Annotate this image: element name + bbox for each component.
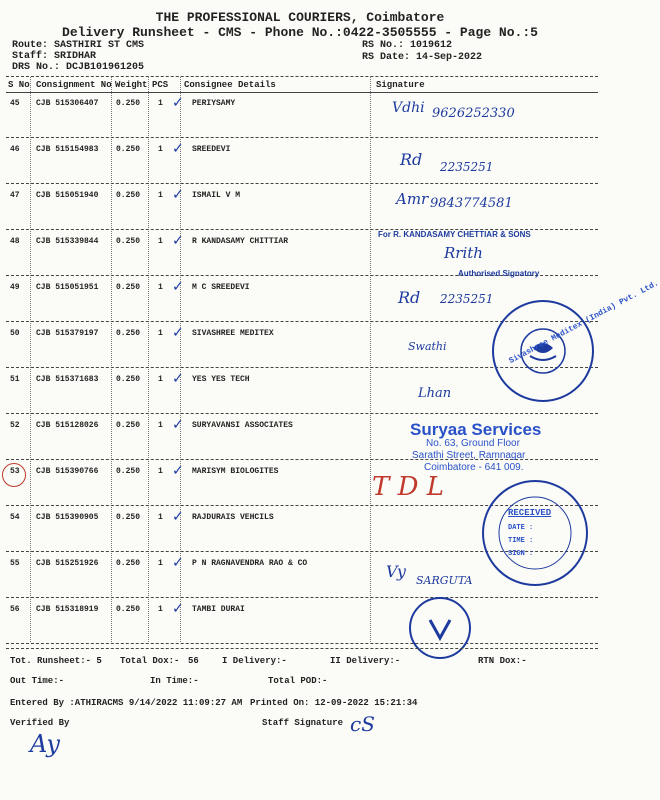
col-consignment: Consignment No: [36, 80, 112, 90]
name-55: SARGUTA: [416, 574, 473, 587]
row-consignee: PERIYSAMY: [192, 99, 236, 108]
check-icon: ✓: [172, 417, 184, 433]
phone-45: 9626252330: [432, 106, 515, 121]
row-weight: 0.250: [116, 283, 141, 292]
staff-signature-mark: cS: [350, 712, 375, 736]
check-icon: ✓: [172, 371, 184, 387]
col-weight: Weight: [115, 80, 148, 90]
received-label: RECEIVED: [508, 508, 552, 518]
check-icon: ✓: [172, 509, 184, 525]
row-divider: [6, 643, 598, 644]
row-consignee: M C SREEDEVI: [192, 283, 250, 292]
signature-48: Rrith: [444, 244, 483, 262]
staff-signature: Staff Signature: [262, 718, 344, 728]
row-consignment: CJB 515390766: [36, 467, 99, 476]
signature-53: T D L: [372, 472, 444, 502]
check-icon: ✓: [172, 325, 184, 341]
row-divider: [6, 183, 598, 184]
check-icon: ✓: [172, 233, 184, 249]
row-weight: 0.250: [116, 513, 141, 522]
total-pod: Total POD:-: [268, 676, 328, 686]
row-consignee: ISMAIL V M: [192, 191, 241, 200]
row-consignment: CJB 515379197: [36, 329, 99, 338]
row-consignment: CJB 515251926: [36, 559, 99, 568]
runsheet-title: Delivery Runsheet - CMS - Phone No.:0422-3505555 - Page No.:5: [62, 25, 538, 40]
columns-rule: [6, 92, 598, 93]
row-consignment: CJB 515128026: [36, 421, 99, 430]
row-consignee: SURYAVANSI ASSOCIATES: [192, 421, 293, 430]
row-pcs: 1: [158, 421, 163, 430]
col-consignee: Consignee Details: [184, 80, 276, 90]
footer-rule: [6, 648, 598, 649]
row-consignment: CJB 515390905: [36, 513, 99, 522]
stamp-52-line3: Coimbatore - 641 009.: [424, 462, 524, 473]
stamp-48: For R. KANDASAMY CHETTIAR & SONS: [378, 230, 531, 239]
row-sno: 49: [10, 283, 20, 292]
row-consignment: CJB 515051951: [36, 283, 99, 292]
row-consignment: CJB 515318919: [36, 605, 99, 614]
row-sno: 46: [10, 145, 20, 154]
stamp-52-name: Suryaa Services: [410, 420, 542, 439]
row-consignment: CJB 515306407: [36, 99, 99, 108]
row-divider: [6, 597, 598, 598]
row-consignment: CJB 515339844: [36, 237, 99, 246]
row-pcs: 1: [158, 191, 163, 200]
stamp-52-line1: No. 63, Ground Floor: [426, 438, 520, 449]
row-sno: 45: [10, 99, 20, 108]
row-sno: 52: [10, 421, 20, 430]
received-date: DATE :: [508, 524, 534, 532]
i-delivery: I Delivery:-: [222, 656, 287, 666]
received-sign: SIGN :: [508, 550, 534, 558]
row-consignee: YES YES TECH: [192, 375, 250, 384]
check-icon: ✓: [172, 555, 184, 571]
check-icon: ✓: [172, 601, 184, 617]
stamp-52-line2: Sarathi Street, Ramnagar: [412, 450, 526, 461]
row-consignment: CJB 515051940: [36, 191, 99, 200]
row-consignee: SIVASHREE MEDITEX: [192, 329, 274, 338]
row-sno: 53: [10, 467, 20, 476]
verified-by: Verified By: [10, 718, 70, 728]
row-consignee: MARISYM BIOLOGITES: [192, 467, 279, 476]
row-weight: 0.250: [116, 375, 141, 384]
signature-46: Rd: [400, 150, 423, 169]
row-pcs: 1: [158, 375, 163, 384]
row-sno: 56: [10, 605, 20, 614]
row-weight: 0.250: [116, 605, 141, 614]
col-signature: Signature: [376, 80, 425, 90]
row-pcs: 1: [158, 559, 163, 568]
row-pcs: 1: [158, 99, 163, 108]
row-sno: 48: [10, 237, 20, 246]
row-consignee: RAJDURAIS VEHCILS: [192, 513, 274, 522]
row-pcs: 1: [158, 145, 163, 154]
row-pcs: 1: [158, 513, 163, 522]
rs-date: RS Date: 14-Sep-2022: [362, 52, 483, 63]
rs-number: RS No.: 1019612: [362, 40, 453, 51]
col-sno: S No: [8, 80, 30, 90]
row-consignee: TAMBI DURAI: [192, 605, 245, 614]
row-pcs: 1: [158, 329, 163, 338]
received-seal-icon: [480, 478, 590, 588]
signature-51: Lhan: [418, 386, 452, 401]
row-consignment: CJB 515371683: [36, 375, 99, 384]
row-pcs: 1: [158, 283, 163, 292]
row-pcs: 1: [158, 237, 163, 246]
row-weight: 0.250: [116, 467, 141, 476]
row-pcs: 1: [158, 467, 163, 476]
row-weight: 0.250: [116, 329, 141, 338]
row-divider: [6, 137, 598, 138]
row-weight: 0.250: [116, 559, 141, 568]
row-weight: 0.250: [116, 191, 141, 200]
verified-signature: Ay: [30, 730, 60, 758]
check-icon: ✓: [172, 463, 184, 479]
rtn-dox: RTN Dox:-: [478, 656, 527, 666]
row-weight: 0.250: [116, 99, 141, 108]
route: Route: SASTHIRI ST CMS: [12, 40, 145, 51]
phone-47: 9843774581: [430, 196, 513, 211]
stamp-48-sub: Authorised Signatory: [458, 269, 540, 278]
check-icon: ✓: [172, 187, 184, 203]
highlight-circle-icon: [2, 463, 26, 487]
row-consignee: SREEDEVI: [192, 145, 231, 154]
entered-by: Entered By :ATHIRACMS 9/14/2022 11:09:27 AM: [10, 698, 243, 708]
signature-47: Amr: [396, 190, 429, 208]
check-icon: ✓: [172, 279, 184, 295]
phone-49: 2235251: [440, 292, 494, 306]
in-time: In Time:-: [150, 676, 199, 686]
row-weight: 0.250: [116, 145, 141, 154]
total-dox-label: Total Dox:-: [120, 656, 180, 666]
row-sno: 51: [10, 375, 20, 384]
row-divider: [6, 413, 598, 414]
company-title: THE PROFESSIONAL COURIERS, Coimbatore: [155, 10, 445, 25]
received-time: TIME :: [508, 537, 534, 545]
company-seal-icon: [490, 298, 596, 404]
signature-50: Swathi: [408, 340, 447, 353]
signature-55: Vy: [386, 562, 406, 581]
signature-49: Rd: [398, 288, 421, 307]
drs-number: DRS No.: DCJB101961205: [12, 62, 145, 73]
check-icon: ✓: [172, 95, 184, 111]
printed-on: Printed On: 12-09-2022 15:21:34: [250, 698, 418, 708]
row-sno: 55: [10, 559, 20, 568]
seal-text: Sivashree Meditex (India) Pvt. Ltd.: [507, 279, 660, 366]
table-row: [6, 141, 598, 185]
row-consignment: CJB 515154983: [36, 145, 99, 154]
bank-seal-icon: [408, 596, 472, 660]
check-icon: ✓: [172, 141, 184, 157]
col-pcs: PCS: [152, 80, 169, 90]
total-dox-value: 56: [188, 656, 199, 666]
signature-45: Vdhi: [392, 100, 425, 116]
row-sno: 54: [10, 513, 20, 522]
row-weight: 0.250: [116, 237, 141, 246]
header-rule: [6, 76, 598, 77]
table-row: [6, 601, 598, 645]
row-sno: 47: [10, 191, 20, 200]
row-sno: 50: [10, 329, 20, 338]
phone-46: 2235251: [440, 160, 494, 174]
row-consignee: P N RAGNAVENDRA RAO & CO: [192, 559, 308, 568]
row-consignee: R KANDASAMY CHITTIAR: [192, 237, 289, 246]
row-pcs: 1: [158, 605, 163, 614]
row-weight: 0.250: [116, 421, 141, 430]
out-time: Out Time:-: [10, 676, 65, 686]
total-runsheet: Tot. Runsheet:- 5: [10, 656, 102, 666]
ii-delivery: II Delivery:-: [330, 656, 401, 666]
staff: Staff: SRIDHAR: [12, 51, 97, 62]
